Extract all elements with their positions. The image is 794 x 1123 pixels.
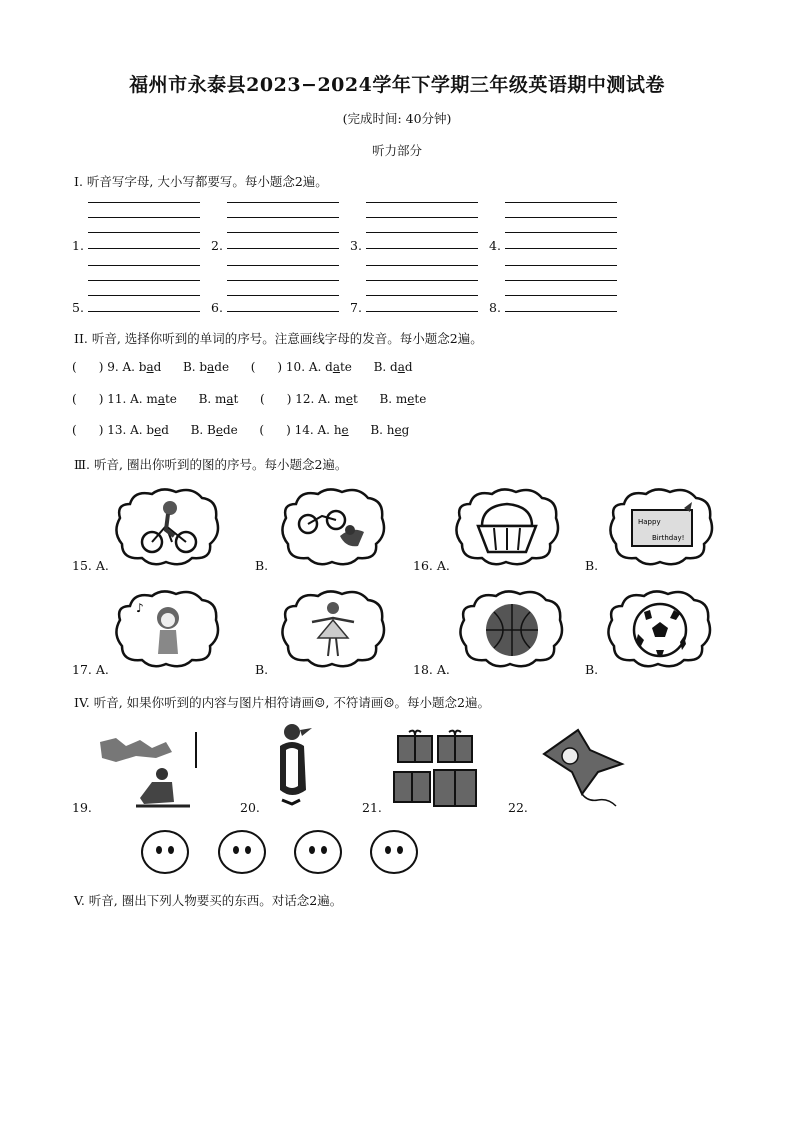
option-a: date: [325, 360, 352, 374]
writing-line[interactable]: [505, 248, 617, 249]
item-number: 8.: [489, 300, 501, 315]
question-label: 18. A.: [413, 662, 450, 677]
answer-paren-open: (: [72, 423, 77, 437]
question-number: 10. A.: [285, 360, 322, 374]
item-number: 5.: [72, 300, 84, 315]
item-number: 1.: [72, 238, 84, 253]
answer-paren-open: (: [250, 360, 256, 374]
writing-line[interactable]: [88, 280, 200, 281]
question-number: 13. A.: [107, 423, 143, 437]
blank-face-icon[interactable]: [370, 830, 418, 874]
writing-line[interactable]: [227, 248, 339, 249]
question-label: 17. A.: [72, 662, 109, 677]
writing-line[interactable]: [366, 265, 478, 266]
picture-cloud-ballet-dancer[interactable]: [278, 588, 388, 670]
writing-line[interactable]: [88, 232, 200, 233]
question-label: 19.: [72, 800, 92, 815]
question-label: 16. A.: [413, 558, 450, 573]
option-b: B. heg: [370, 423, 410, 437]
picture-cloud-basketball[interactable]: [456, 588, 566, 670]
writing-line[interactable]: [88, 265, 200, 266]
option-a: mate: [146, 392, 177, 406]
blank-face-icon[interactable]: [218, 830, 266, 874]
item-number: 2.: [211, 238, 223, 253]
picture-cloud-cupcake[interactable]: [452, 486, 562, 568]
card-text-birthday: Birthday!: [652, 534, 685, 542]
section-4-heading: IV. 听音, 如果你听到的内容与图片相符请画☺, 不符请画☹。每小题念2遍。: [74, 695, 490, 710]
option-b: B. Bede: [190, 423, 238, 437]
writing-line[interactable]: [366, 217, 478, 218]
writing-line[interactable]: [227, 202, 339, 203]
music-note-icon: ♪: [136, 601, 144, 615]
writing-line[interactable]: [366, 232, 478, 233]
answer-paren-close: ): [98, 423, 104, 437]
question-number: 11. A.: [107, 392, 143, 406]
question-row-13-14: [72, 423, 409, 437]
writing-line[interactable]: [505, 295, 617, 296]
card-text-happy: Happy: [638, 518, 661, 526]
option-b: B. bade: [182, 360, 230, 374]
writing-line[interactable]: [227, 265, 339, 266]
item-number: 7.: [350, 300, 362, 315]
writing-line[interactable]: [366, 248, 478, 249]
answer-paren-open: (: [72, 392, 77, 406]
picture-man-sitting: [96, 728, 208, 812]
writing-line[interactable]: [366, 311, 478, 312]
writing-line[interactable]: [88, 295, 200, 296]
question-label: B.: [585, 662, 599, 677]
item-number: 6.: [211, 300, 223, 315]
writing-line[interactable]: [505, 280, 617, 281]
answer-paren-close: ): [98, 360, 104, 374]
answer-paren-close: ): [286, 392, 292, 406]
writing-line[interactable]: [227, 311, 339, 312]
answer-paren-close: ): [98, 392, 104, 406]
writing-line[interactable]: [227, 295, 339, 296]
question-label: 20.: [240, 800, 260, 815]
writing-line[interactable]: [227, 217, 339, 218]
writing-line[interactable]: [505, 217, 617, 218]
page-title: 福州市永泰县2023−2024学年下学期三年级英语期中测试卷: [129, 74, 665, 96]
picture-cloud-fallen-bike[interactable]: [278, 486, 388, 568]
writing-line[interactable]: [505, 311, 617, 312]
part-heading: 听力部分: [371, 143, 422, 158]
question-number: 14. A.: [294, 423, 330, 437]
answer-paren-close: ): [286, 423, 291, 437]
writing-line[interactable]: [227, 280, 339, 281]
question-label: B.: [255, 558, 269, 573]
picture-gift-boxes: [392, 728, 480, 810]
question-label: 21.: [362, 800, 382, 815]
option-a: bed: [146, 423, 169, 437]
question-label: 15. A.: [72, 558, 109, 573]
question-number: 9. A.: [107, 360, 135, 374]
picture-cloud-football[interactable]: [604, 588, 714, 670]
option-a: met: [334, 392, 358, 406]
writing-line[interactable]: [366, 295, 478, 296]
option-a: bad: [138, 360, 162, 374]
picture-cloud-girl-singing[interactable]: [112, 588, 222, 670]
question-row-9-10: [72, 360, 413, 374]
option-b: B. mete: [379, 392, 427, 406]
picture-cloud-bike-girl[interactable]: [112, 486, 222, 568]
time-limit: (完成时间: 40分钟): [342, 111, 452, 126]
writing-line[interactable]: [366, 202, 478, 203]
writing-line[interactable]: [88, 248, 200, 249]
option-b: B. dad: [373, 360, 413, 374]
answer-paren-open: (: [72, 360, 77, 374]
question-label: B.: [255, 662, 269, 677]
blank-face-icon[interactable]: [141, 830, 189, 874]
writing-line[interactable]: [505, 265, 617, 266]
answer-paren-close: ): [277, 360, 283, 374]
section-3-heading: Ⅲ. 听音, 圈出你听到的图的序号。每小题念2遍。: [74, 457, 348, 472]
blank-face-icon[interactable]: [294, 830, 342, 874]
kite-icon: [544, 730, 622, 794]
picture-penguin: [270, 720, 322, 812]
option-b: B. mat: [198, 392, 239, 406]
writing-line[interactable]: [505, 232, 617, 233]
question-row-11-12: [72, 392, 426, 406]
writing-line[interactable]: [88, 217, 200, 218]
answer-paren-open: (: [259, 423, 265, 437]
question-label: B.: [585, 558, 599, 573]
writing-line[interactable]: [88, 202, 200, 203]
section-5-heading: V. 听音, 圈出下列人物要买的东西。对话念2遍。: [74, 893, 343, 908]
question-number: 12. A.: [295, 392, 331, 406]
item-number: 3.: [350, 238, 362, 253]
writing-line[interactable]: [227, 232, 339, 233]
section-1-heading: Ⅰ. 听音写字母, 大小写都要写。每小题念2遍。: [74, 174, 328, 189]
picture-cloud-birthday-card[interactable]: [606, 486, 716, 568]
question-label: 22.: [508, 800, 528, 815]
section-2-heading: II. 听音, 选择你听到的单词的序号。注意画线字母的发音。每小题念2遍。: [74, 331, 483, 346]
writing-line[interactable]: [505, 202, 617, 203]
option-a: he: [333, 423, 349, 437]
writing-line[interactable]: [366, 280, 478, 281]
writing-line[interactable]: [88, 311, 200, 312]
answer-paren-open: (: [260, 392, 265, 406]
picture-kite: [538, 724, 630, 810]
item-number: 4.: [489, 238, 501, 253]
